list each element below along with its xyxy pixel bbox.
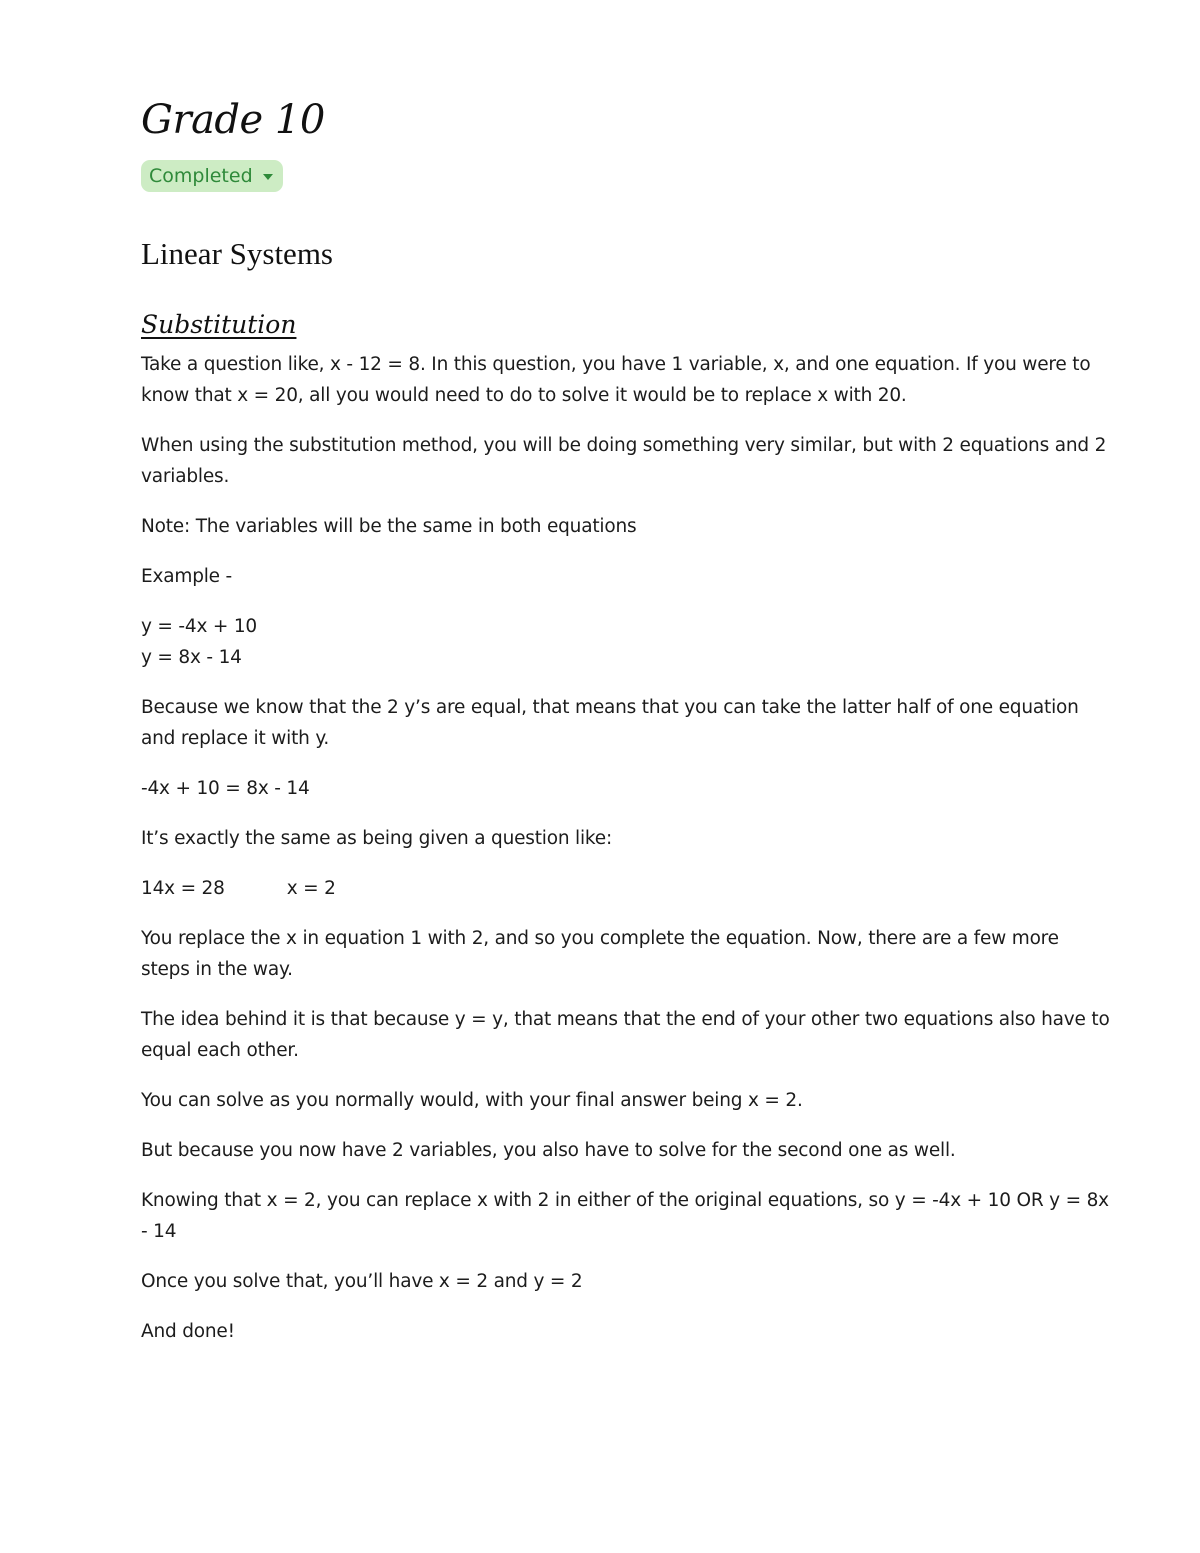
section-heading: Linear Systems bbox=[141, 236, 333, 271]
equation-line: y = -4x + 10 bbox=[141, 616, 258, 637]
equation-part: 14x = 28 bbox=[141, 878, 225, 899]
page-title: Grade 10 bbox=[141, 97, 325, 143]
paragraph: The idea behind it is that because y = y, that means that the end of your other two equations also have to equal each other. bbox=[141, 1009, 1110, 1061]
paragraph: Because we know that the 2 y’s are equal, that means that you can take the latter half of one equation and replace it with y. bbox=[141, 697, 1079, 749]
paragraph: You can solve as you normally would, with your final answer being x = 2. bbox=[141, 1090, 803, 1111]
paragraph: But because you now have 2 variables, you also have to solve for the second one as well. bbox=[141, 1140, 956, 1161]
document-page bbox=[141, 92, 1111, 1366]
paragraph: And done! bbox=[141, 1321, 235, 1342]
subsection-heading: Substitution bbox=[141, 310, 297, 339]
paragraph: Knowing that x = 2, you can replace x with 2 in either of the original equations, so y = -4x + 10 OR y = 8x - 14 bbox=[141, 1190, 1109, 1242]
paragraph: Once you solve that, you’ll have x = 2 and y = 2 bbox=[141, 1271, 583, 1292]
status-dropdown[interactable] bbox=[141, 160, 283, 192]
equation-line: -4x + 10 = 8x - 14 bbox=[141, 778, 310, 799]
equation-part: x = 2 bbox=[286, 878, 336, 899]
equation-line: y = 8x - 14 bbox=[141, 647, 242, 668]
caret-down-icon bbox=[263, 174, 273, 180]
equation-block bbox=[141, 873, 1111, 904]
paragraph: Take a question like, x - 12 = 8. In this question, you have 1 variable, x, and one equation. If you were to know that x = 20, all you would need to do to solve it would be to replace x with 20. bbox=[141, 354, 1091, 406]
paragraph: Example - bbox=[141, 566, 233, 587]
paragraph: It’s exactly the same as being given a question like: bbox=[141, 828, 613, 849]
status-label: Completed bbox=[149, 165, 253, 187]
document-body bbox=[141, 349, 1111, 1347]
paragraph: You replace the x in equation 1 with 2, and so you complete the equation. Now, there are a few more steps in the way. bbox=[141, 928, 1059, 980]
equation-block bbox=[141, 611, 1111, 673]
paragraph: Note: The variables will be the same in both equations bbox=[141, 516, 637, 537]
paragraph: When using the substitution method, you will be doing something very similar, but with 2 equations and 2 variables. bbox=[141, 435, 1107, 487]
